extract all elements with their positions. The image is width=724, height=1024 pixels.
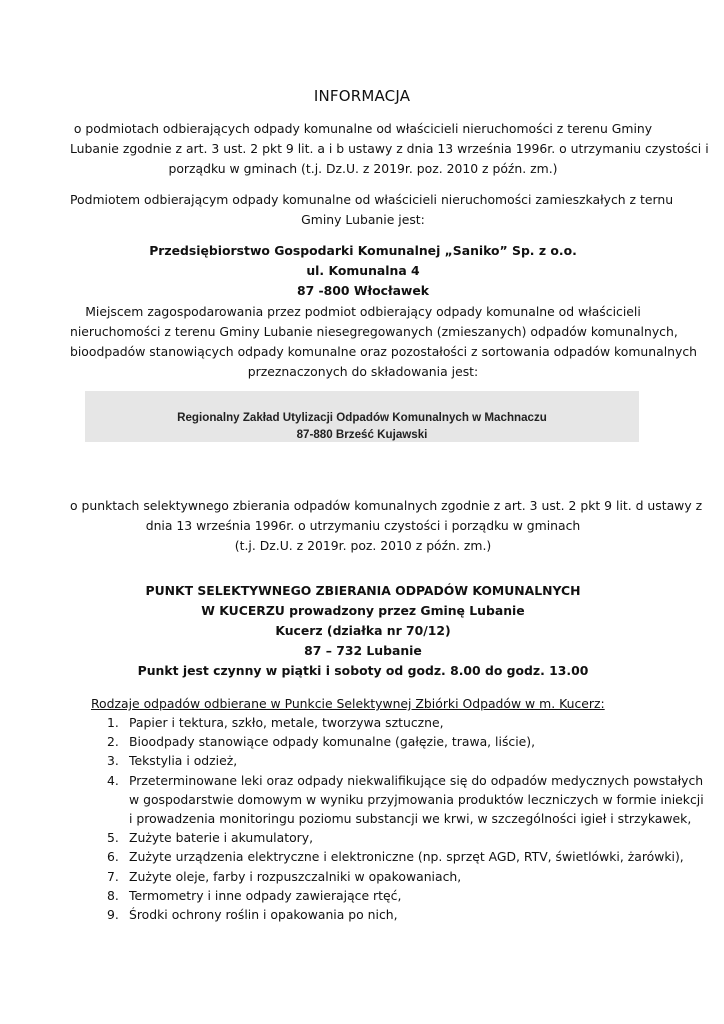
list-item-text: Zużyte baterie i akumulatory, [129,830,314,846]
disposal-intro-line: bioodpadów stanowiących odpady komunalne oraz pozostałości z sortowania odpadów komunalnych [70,344,698,359]
pszok-block [70,581,656,681]
disposal-site-box [85,391,639,442]
disposal-site-name: Regionalny Zakład Utylizacji Odpadów Komunalnych w Machnaczu [177,411,547,424]
pszok-intro-line: (t.j. Dz.U. z 2019r. poz. 2010 z późn. zm.) [234,538,492,553]
list-item [91,886,651,905]
pszok-line: 87 – 732 Lubanie [304,643,422,658]
pszok-line: Kucerz (działka nr 70/12) [275,623,451,638]
list-item-text: Bioodpady stanowiące odpady komunalne (gałęzie, trawa, liście), [129,734,536,750]
list-item-text: w gospodarstwie domowym w wyniku przyjmowania produktów leczniczych w formie iniekcji [129,791,704,807]
disposal-intro-line: Miejscem zagospodarowania przez podmiot odbierający odpady komunalne od właścicieli [85,304,641,319]
disposal-intro-line: przeznaczonych do składowania jest: [247,364,479,379]
document-title: INFORMACJA [313,87,411,105]
pszok-line: W KUCERZU prowadzony przez Gminę Lubanie [201,603,525,618]
intro-line: porządku w gminach (t.j. Dz.U. z 2019r. poz. 2010 z późn. zm.) [168,161,558,176]
collector-street: ul. Komunalna 4 [306,263,420,278]
intro-paragraph [70,119,709,179]
list-item-text: Termometry i inne odpady zawierające rtęć, [129,887,402,903]
list-item [91,847,684,866]
collector-intro-line: Gminy Lubanie jest: [301,212,425,227]
list-item-number: 6. [107,849,119,865]
list-item [91,828,651,847]
list-item [91,771,704,829]
pszok-intro-line: dnia 13 września 1996r. o utrzymaniu czystości i porządku w gminach [145,518,581,533]
intro-line: Lubanie zgodnie z art. 3 ust. 2 pkt 9 lit. a i b ustawy z dnia 13 września 1996r. o utrzymaniu czystości i [70,141,709,156]
list-item [91,732,651,751]
list-item [91,751,651,770]
pszok-intro-paragraph [70,496,703,556]
list-item-text: Zużyte oleje, farby i rozpuszczalniki w opakowaniach, [129,868,462,884]
pszok-line: PUNKT SELEKTYWNEGO ZBIERANIA ODPADÓW KOMUNALNYCH [145,583,581,598]
list-item-number: 1. [107,715,119,730]
collector-name: Przedsiębiorstwo Gospodarki Komunalnej „Saniko” Sp. z o.o. [149,243,577,258]
disposal-site-address: 87-880 Brześć Kujawski [296,428,428,441]
list-item-number: 7. [107,868,119,884]
disposal-intro-paragraph [70,302,698,382]
pszok-intro-line: o punktach selektywnego zbierania odpadów komunalnych zgodnie z art. 3 ust. 2 pkt 9 lit. d ustawy z [70,498,703,513]
list-item-text: Przeterminowane leki oraz odpady niekwalifikujące się do odpadów medycznych powstałych [129,772,704,788]
list-item-text: Zużyte urządzenia elektryczne i elektroniczne (np. sprzęt AGD, RTV, świetlówki, żarówki), [129,849,684,865]
collector-intro-line: Podmiotem odbierającym odpady komunalne od właścicieli nieruchomości zamieszkałych z ternu [70,192,674,207]
list-item-number: 2. [107,734,119,750]
list-item-number: 3. [107,753,119,769]
intro-line: o podmiotach odbierających odpady komunalne od właścicieli nieruchomości z terenu Gminy [73,121,653,136]
list-item-text: Tekstylia i odzież, [129,753,238,769]
list-item-number: 5. [107,830,119,846]
list-item [91,867,651,886]
waste-list-heading: Rodzaje odpadów odbierane w Punkcie Selektywnej Zbiórki Odpadów w m. Kucerz: [91,696,605,711]
list-item-text: Środki ochrony roślin i opakowania po nich, [129,907,398,923]
list-item-text: Papier i tektura, szkło, metale, tworzywa sztuczne, [129,715,444,730]
pszok-line: Punkt jest czynny w piątki i soboty od godz. 8.00 do godz. 13.00 [137,663,589,678]
disposal-intro-line: nieruchomości z terenu Gminy Lubanie niesegregowanych (zmieszanych) odpadów komunalnych, [70,324,678,339]
list-item-number: 9. [107,907,119,923]
collector-city: 87 -800 Włocławek [296,283,430,298]
waste-list [91,713,704,924]
collector-intro-paragraph [70,190,674,230]
list-item-number: 8. [107,887,119,903]
collector-block [70,241,656,301]
list-item-number: 4. [107,772,119,788]
list-item-text: i prowadzenia monitoringu poziomu substancji we krwi, w szczególności igieł i strzykawek, [129,811,692,827]
list-item [91,905,651,924]
list-item [91,713,651,732]
